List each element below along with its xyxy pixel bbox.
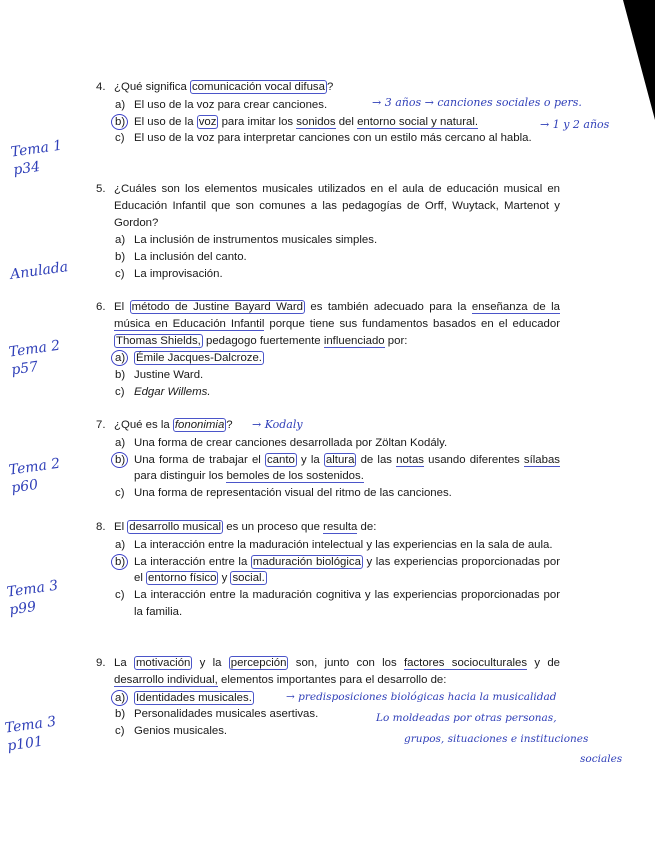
option-c[interactable]: c) La interacción entre la maduración cognitiva y las experiencias proporcionadas por la familia.	[115, 589, 560, 618]
option-b[interactable]: b) La interacción entre la maduración biológica y las experiencias proporcionadas por el entorno físico y social.	[115, 554, 560, 588]
question-7: 7. ¿Qué es la fononimia ? a) Una forma de crear canciones desarrollada por Zöltan Kodály. b) Una forma de trabajar el canto y la altura de las notas usando diferentes sílabas para distinguir los bemoles de los sostenidos. c) Una forma de representación visual del ritmo de las canciones.	[96, 417, 560, 502]
annotation-q9-4: sociales	[580, 753, 623, 765]
question-9: 9. La motivación y la percepción son, junto con los factores socioculturales y de desarrollo individual, elementos importantes para el desarrollo de: a) Identidades musicales. b) Personalidades musicales asertivas. c) Genios musicales.	[96, 655, 560, 740]
option-c[interactable]: c) Edgar Willems.	[115, 385, 211, 398]
question-6: 6. El método de Justine Bayard Ward es también adecuado para la enseñanza de la música en Educación Infantil porque tiene sus fundamentos basados en el educador Thomas Shields, pedagogo fuertemente influenciado por: a) Émile Jacques-Dalcroze. b) Justine Ward. c) Edgar Willems.	[96, 299, 560, 401]
option-b[interactable]: b) Personalidades musicales asertivas.	[115, 708, 319, 721]
annotation-q7: → Kodaly	[252, 418, 303, 431]
annotation-q9-2: Lo moldeadas por otras personas,	[376, 712, 557, 724]
option-a[interactable]: a) La inclusión de instrumentos musicales simples.	[115, 234, 378, 247]
question-8: 8. El desarrollo musical es un proceso que resulta de: a) La interacción entre la maduración intelectual y las experiencias en la sala de aula. b) La interacción entre la maduración biológica y las experiencias proporcionadas por el entorno físico y social. c) La interacción entre la maduración cognitiva y las experiencias proporcionadas por la familia.	[96, 519, 560, 621]
margin-note-tema1: Tema 1 p34	[9, 137, 64, 179]
option-b[interactable]: b) Una forma de trabajar el canto y la altura de las notas usando diferentes sílabas para distinguir los bemoles de los sostenidos.	[115, 452, 560, 486]
option-b[interactable]: b) El uso de la voz para imitar los sonidos del entorno social y natural.	[115, 114, 560, 131]
option-c[interactable]: c) Genios musicales.	[115, 725, 228, 738]
question-5: 5. ¿Cuáles son los elementos musicales utilizados en el aula de educación musical en Educación Infantil que son comunes a las pedagogías de Orff, Wuytack, Martenot y Gordon? a) La inclusión de instrumentos musicales simples. b) La inclusión del canto. c) La improvisación.	[96, 181, 560, 283]
annotation-q4a: → 3 años → canciones sociales o pers.	[372, 96, 582, 109]
margin-note-tema3: Tema 3 p99	[5, 577, 60, 619]
option-a[interactable]: a) El uso de la voz para crear canciones.	[115, 98, 328, 111]
option-a[interactable]: a) La interacción entre la maduración intelectual y las experiencias en la sala de aula.	[115, 538, 553, 551]
option-c[interactable]: c) El uso de la voz para interpretar canciones con un estilo más cercano al habla.	[115, 132, 532, 145]
question-text: ¿Qué significa comunicación vocal difusa ?	[114, 81, 334, 93]
margin-note-anulada: Anulada	[9, 259, 70, 283]
option-a[interactable]: a) Una forma de crear canciones desarrollada por Zöltan Kodály.	[115, 436, 448, 449]
option-c[interactable]: c) La improvisación.	[115, 267, 223, 280]
option-c[interactable]: c) Una forma de representación visual del ritmo de las canciones.	[115, 487, 452, 500]
margin-note-tema2-p60: Tema 2 p60	[7, 455, 62, 497]
margin-note-tema3-p101: Tema 3 p101	[3, 713, 58, 755]
question-4	[96, 79, 560, 147]
option-a[interactable]: a) Identidades musicales.	[115, 690, 560, 707]
annotation-q4b: → 1 y 2 años	[540, 118, 610, 131]
question-number: 4.	[96, 81, 106, 93]
answer-circle	[111, 114, 128, 130]
option-b[interactable]: b) Justine Ward.	[115, 369, 204, 382]
annotation-q9-1: → predisposiciones biológicas hacia la musicalidad	[286, 691, 557, 703]
margin-note-tema2: Tema 2 p57	[7, 337, 62, 379]
annotation-q9-3: grupos, situaciones e instituciones	[404, 733, 589, 745]
scan-corner-shadow	[623, 0, 655, 120]
option-a[interactable]: a) Émile Jacques-Dalcroze.	[115, 350, 560, 367]
option-b[interactable]: b) La inclusión del canto.	[115, 251, 247, 264]
